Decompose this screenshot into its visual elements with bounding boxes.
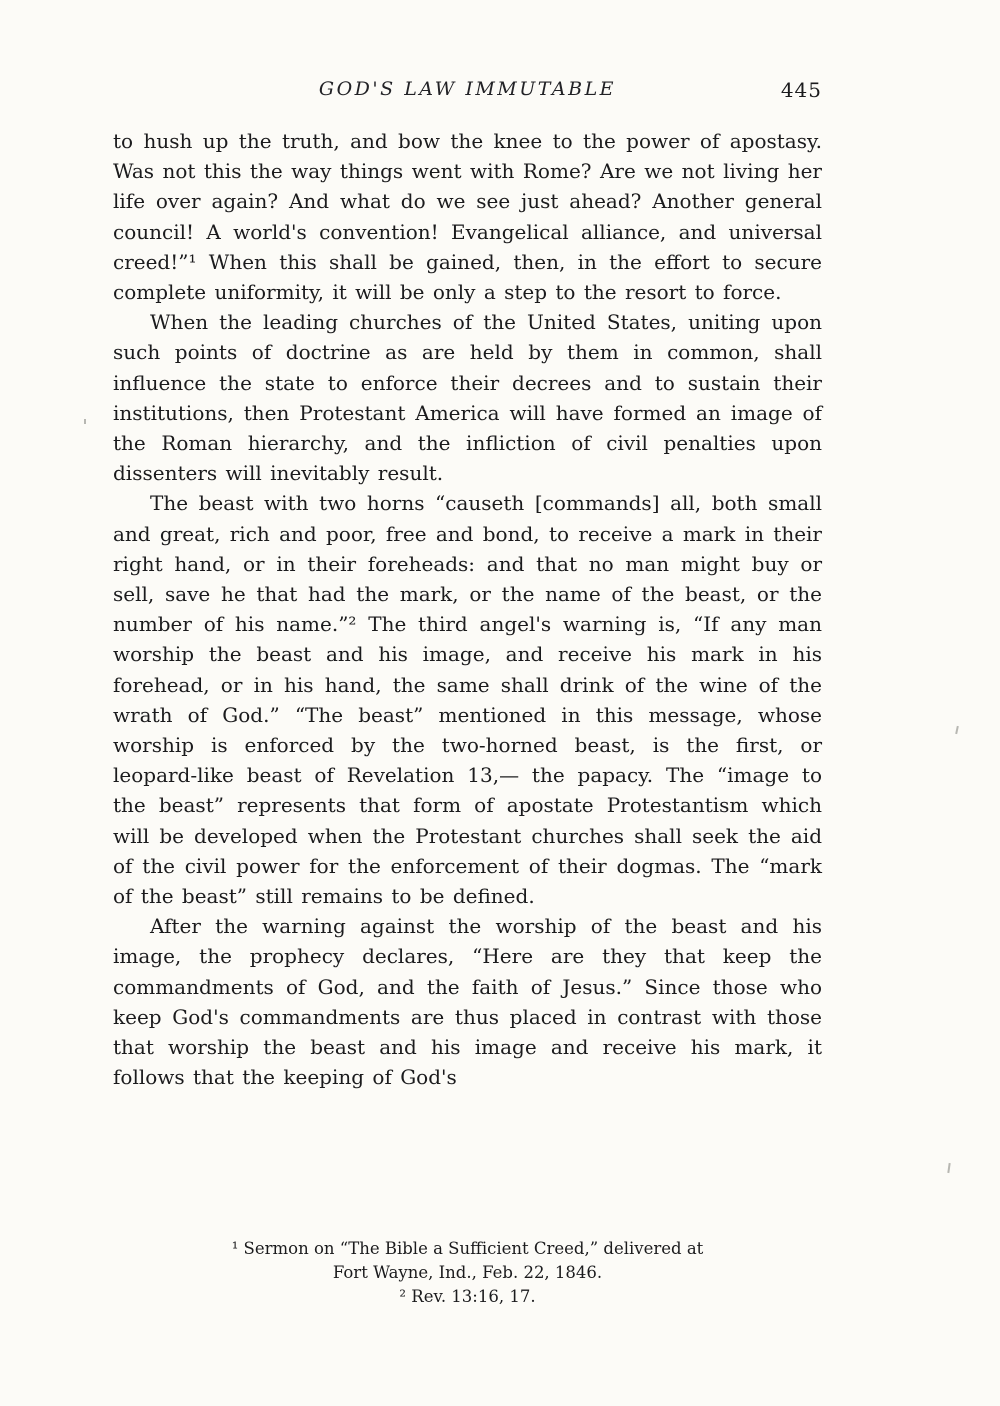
running-title: GOD'S LAW IMMUTABLE	[318, 78, 617, 100]
paragraph: When the leading churches of the United States, uniting upon such points of doctrine as are held by them in common, shall influence the state to enforce their decrees and to sustain their institutions, then Protestant America will have formed an image of the Roman hierarchy, and the infliction of civil penalties upon dissenters will inevitably result.	[113, 310, 822, 486]
footnotes	[113, 1237, 822, 1309]
page-header	[113, 78, 822, 104]
footnote-line: ¹ Sermon on “The Bible a Sufficient Creed,” delivered at	[231, 1239, 704, 1258]
scan-artifact	[955, 726, 959, 734]
paragraph: The beast with two horns “causeth [commands] all, both small and great, rich and poor, free and bond, to receive a mark in their right hand, or in their foreheads: and that no man might buy or sell, save he that had the mark, or the name of the beast, or the number of his name.”² The third angel's warning is, “If any man worship the beast and his image, and receive his mark in his forehead, or in his hand, the same shall drink of the wine of the wrath of God.” “The beast” mentioned in this message, whose worship is enforced by the two-horned beast, is the first, or leopard-like beast of Revelation 13,— the papacy. The “image to the beast” represents that form of apostate Protestantism which will be developed when the Protestant churches shall seek the aid of the civil power for the enforcement of their dogmas. The “mark of the beast” still remains to be defined.	[113, 491, 822, 909]
page-number: 445	[780, 78, 822, 102]
footnote-line: ² Rev. 13:16, 17.	[399, 1287, 536, 1306]
paragraph-continuation: to hush up the truth, and bow the knee to the power of apostasy. Was not this the way things went with Rome? Are we not living her life over again? And what do we see just ahead? Another general council! A world's convention! Evangelical alliance, and universal creed!”¹ When this shall be gained, then, in the effort to secure complete uniformity, it will be only a step to the resort to force.	[113, 129, 822, 305]
paragraph: After the warning against the worship of the beast and his image, the prophecy declares, “Here are they that keep the commandments of God, and the faith of Jesus.” Since those who keep God's commandments are thus placed in contrast with those that worship the beast and his image and receive his mark, it follows that the keeping of God's	[113, 914, 822, 1090]
footnote-line: Fort Wayne, Ind., Feb. 22, 1846.	[332, 1263, 603, 1282]
scan-artifact	[947, 1163, 950, 1173]
scan-artifact	[84, 419, 86, 424]
body-text	[113, 126, 822, 1093]
